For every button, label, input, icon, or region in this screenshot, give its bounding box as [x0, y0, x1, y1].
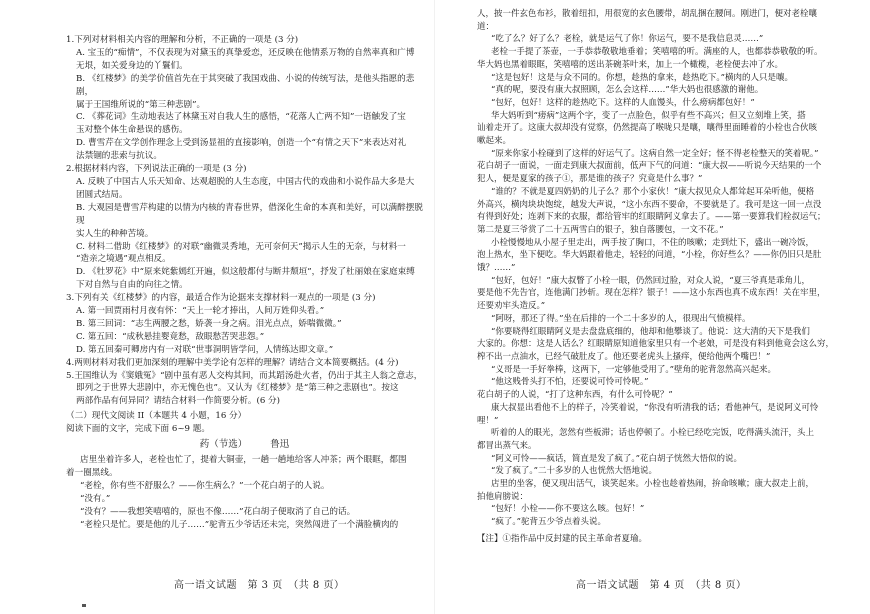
story-line: 听着的人的眼光，忽然有些板滞；话也停顿了。小栓已经吃完饭，吃得满头流汗，头上 — [491, 428, 815, 439]
question-option-continued: 无垠，如关爱身边的丫鬟们。 — [76, 60, 188, 71]
story-line: 拍他肩膀说： — [477, 491, 529, 502]
question-line: 即列之于世界大悲剧中，亦无愧色也”。又认为《红楼梦》是“第三种之悲剧也”。按这 — [76, 383, 399, 394]
story-line: 花白胡子一面说，一面走到康大叔面前，低声下气的问道：“康大叔——听说今天结果的一个 — [477, 161, 822, 172]
story-line: 讪着走开了。这康大叔却没有觉察，仍然提高了喉咙只是嚷，嚷得里面睡着的小栓也合伙咳 — [477, 123, 818, 134]
story-line: 外高兴，横肉块块饱绽，越发大声说，“这小东西不要命，不要就是了。我可是这一回一点没 — [477, 199, 822, 210]
story-line: 花白胡子的人说，“打了这种东西，有什么可怜呢？” — [477, 390, 673, 401]
question-option-continued: 玉对整个体生命悬误的感伤。 — [76, 125, 188, 136]
story-line: “你要晓得红眼睛阿义是去盘盘底细的，他却和他攀谈了。他说：这大清的天下是我们 — [491, 326, 810, 337]
story-continuation — [477, 8, 840, 529]
question-option: B. 第三回词：“志生两腰之愁，娇袭一身之病。泪光点点，娇喘微微。” — [76, 318, 342, 329]
question-option-continued: 属于王国维所说的“第三种悲剧”。 — [76, 99, 206, 110]
story-line: “没有？——我想笑嘻嘻的，原也不像……”花白胡子便取消了自己的话。 — [80, 506, 356, 517]
story-line: 犯人，便是夏家的孩子①，那是谁的孩子？究竟是什么事？” — [477, 174, 703, 185]
story-line: “包好！小栓——你不要这么咳。包好！” — [491, 504, 645, 515]
story-line: “原来你家小栓碰到了这样的好运气了。这病自然一定全好；怪不得老栓整天的笑着呢。” — [491, 148, 819, 159]
story-line: “疯了。”驼背五少爷点着头说。 — [491, 517, 606, 528]
footnote: 【注】①指作品中反封建的民主革命者夏瑜。 — [477, 533, 648, 544]
question-option-continued: “造亲之境遇”观点相反。 — [76, 254, 171, 265]
story-title: 药（节选） — [199, 439, 248, 451]
scan-mark — [82, 604, 86, 607]
question-stem: 2.根据材料内容，下列说法正确的一项是 (3 分) — [66, 164, 247, 175]
question-stem: 1.下列对材料相关内容的理解和分析，不正确的一项是 (3 分) — [66, 35, 299, 45]
question-4: 4.两则材料对我们更加深刻的理解中美学论有怎样的理解？请结合文本简要概括。(4 分) — [66, 357, 399, 368]
story-line: “发了疯了。”二十多岁的人也恍然大悟地说。 — [491, 466, 657, 477]
story-line: 泡上热水，坐下便吃。华大妈跟着他走，轻轻的问道，“小栓，你好些么？——你仍旧只是肚 — [477, 250, 822, 261]
story-line: “没有。” — [80, 493, 111, 504]
story-line: 康大叔显出看他不上的样子，冷笑着说，“你没有听清我的话；看他神气，是说阿义可怜 — [491, 402, 819, 413]
page-4-footer: 高一语文试题 第 4 页 （共 8 页） — [576, 580, 747, 591]
story-line: 大家的。你想：这是人话么？红眼睛原知道他家里只有一个老娘，可是没有料到他竟会这么穷， — [477, 339, 835, 350]
story-line: 人，披一件玄色布衫，散着纽扣，用很宽的玄色腰带，胡乱捆在腰间。刚进门，便对老栓嚷 — [477, 9, 818, 19]
question-option: D. 曹雪芹在文学创作理念上受到汤显祖的直接影响，创造一个“有情之天下”来表达对礼 — [76, 138, 407, 149]
story-line: 要是他不先告官，连他满门抄斩。现在怎样？银子！——这小东西也真不成东西！关在牢里， — [477, 288, 826, 299]
question-line: 5.王国维认为《窦娥冤》“剧中虽有恶人交构其间，而其蹈汤赴火者，仍出于其主人翁之意志， — [66, 370, 423, 381]
question-option: D. 第五回秦可卿房内有一对联“世事洞明皆学问，人情练达即文章。” — [76, 344, 334, 355]
question-option: A. 反映了中国古人乐天知命、达观超脱的人生态度，中国古代的戏曲和小说作品大多是大 — [76, 176, 415, 187]
story-line: 小栓慢慢地从小屋子里走出，两手按了胸口，不住的咳嗽；走到灶下，盛出一碗冷饭， — [491, 237, 815, 248]
question-option: C. 《葬花词》生动地表达了林黛玉对自我人生的感悟，“花落人亡两不知”一语触发了宝 — [76, 112, 406, 123]
story-line: “阿义可怜——疯话，简直是发了疯了。”花白胡子恍然大悟似的说。 — [491, 453, 742, 464]
question-option: B. 大观园是曹雪芹构建的以情为内核的青春世界，借深化生命的本真和美好，可以满醉摆脱现 — [76, 202, 423, 226]
question-5 — [66, 370, 423, 409]
question-option: C. 第五回：“成秋悬挂婴竟愁，敌眼愁苦哭悲怨。” — [76, 331, 265, 342]
story-line: 第二是夏三爷赏了二十五两雪白的银子，独自落腰包，一文不花。” — [477, 224, 724, 235]
question-option-continued: 实人生的种种苦境。 — [76, 228, 154, 239]
story-line: 嗽起来。 — [477, 136, 512, 147]
reading-instruction: 阅读下面的文字，完成下面 6~9 题。 — [66, 424, 210, 435]
story-line: 哩！” — [477, 415, 499, 426]
page-4 — [435, 0, 870, 614]
story-title-row — [66, 438, 423, 452]
page-3-footer: 高一语文试题 第 3 页 （共 8 页） — [174, 580, 345, 591]
story-line: “老栓，你有些不舒服么？——你生病么？”一个花白胡子的人说。 — [80, 481, 330, 491]
question-option: A. 第一回贾雨村月夜有怀：“天上一轮才捧出，人间万姓仰头看。” — [76, 306, 325, 317]
question-option-continued: 下对自然与自由的向往之情。 — [76, 280, 188, 291]
story-line: 店里的坐客，便又现出活气，谈笑起来。小栓也趁着热闹，拚命咳嗽；康大叔走上前， — [491, 479, 815, 490]
story-line: “这是包好！这是与众不同的。你想，趁热的拿来，趁热吃下。”横肉的人只是嚷。 — [491, 72, 793, 83]
story-line: 饿？……” — [477, 263, 516, 274]
story-line: 榨不出一点油水，已经气破肚皮了。他还要老虎头上搔痒，便给他两个嘴巴！” — [477, 351, 771, 362]
story-line: “真的呢，要没有康大叔照顾，怎么会这样……”华大妈也很感激的谢他。 — [491, 85, 764, 96]
story-line: “老栓只是忙。要是他的儿子……”驼背五少爷话还未完，突然闯进了一个满脸横肉的 — [80, 519, 399, 530]
question-3 — [66, 292, 423, 357]
question-option: C. 材料二借助《红楼梦》的对联“幽微灵秀地，无可奈何天”揭示人生的无奈，与材料一 — [76, 241, 406, 252]
story-line: “包好，包好！这样的趁热吃下。这样的人血馒头，什么痨病都包好！” — [491, 97, 755, 108]
story-line: 老栓一手提了茶壶，一手恭恭敬敬地垂着；笑嘻嘻的听。满座的人，也都恭恭敬敬的听。 — [491, 47, 823, 58]
story-line: 还要劝牢头造反。” — [477, 301, 546, 312]
question-option: A. 宝玉的“痴情”，不仅表现为对黛玉的真挚爱恋，还反映在他情系万物的自然率真和广博 — [76, 47, 415, 58]
story-line: 有得到好处；连剥下来的衣服，都给管牢的红眼睛阿义拿去了。——第一要算我们栓叔运气； — [477, 212, 826, 223]
story-line: “吃了么？好了么？老栓，就是运气了你！你运气，要不是我信息灵……” — [491, 34, 764, 45]
question-option: B. 《红楼梦》的美学价值首先在于其突破了我国戏曲、小说的传统写法，是他头指愿的悲剧， — [76, 73, 415, 97]
question-option-continued: 团圆式结局。 — [76, 189, 128, 200]
story-line: 华大妈听到“痨病”这两个字，变了一点脸色，似乎有些不高兴；但又立刻堆上笑，搭 — [491, 110, 806, 121]
section-heading: （二）现代文阅读 II（本题共 4 小题，16 分） — [66, 411, 247, 422]
question-option: D. 《牡罗花》中“原来姹紫嫣红开遍，似这般都付与断井颓垣”，抒发了杜丽娘在家庭束缚 — [76, 267, 415, 278]
question-line: 两部作品有何异同？请结合材料一作简要分析。(6 分) — [76, 396, 280, 407]
story-line: 着一圈黑线。 — [66, 468, 118, 479]
story-line: 道： — [477, 21, 495, 32]
question-1 — [66, 34, 423, 163]
story-line: 都冒出蒸气来。 — [477, 440, 537, 451]
story-line: 店里坐着许多人，老栓也忙了，提着大铜壶，一趟一趟地给客人冲茶；两个眼眶，都围 — [80, 455, 407, 466]
story-line: 华大妈也黑着眼眶，笑嘻嘻的送出茶碗茶叶来，加上一个橄榄，老栓便去冲了水。 — [477, 59, 784, 70]
question-2 — [66, 163, 423, 292]
question-stem: 3.下列有关《红楼梦》的内容，最适合作为论据来支撑材料一观点的一项是 (3 分) — [66, 293, 376, 304]
story-line: “义哥是一手好拳棒，这两下，一定够他受用了。”壁角的驼背忽然高兴起来。 — [491, 364, 776, 375]
story-author: 鲁迅 — [270, 439, 290, 451]
story-line: “谁的？不就是夏四奶奶的儿子么？那个小家伙！”康大叔见众人都耸起耳朵听他，便格 — [491, 186, 815, 197]
question-option-continued: 法禁锢的悲索与抗议。 — [76, 151, 162, 162]
story-line: “他这贱骨头打不怕，还要说可怜可怜呢。” — [491, 377, 649, 388]
story-text — [66, 454, 423, 531]
story-line: “阿呀，那还了得。”坐在后排的一个二十多岁的人，很现出气愤模样。 — [491, 313, 751, 324]
story-line: “包好，包好！”康大叔瞥了小栓一眼，仍然回过脸，对众人说，“夏三爷真是乖角儿， — [491, 275, 811, 286]
